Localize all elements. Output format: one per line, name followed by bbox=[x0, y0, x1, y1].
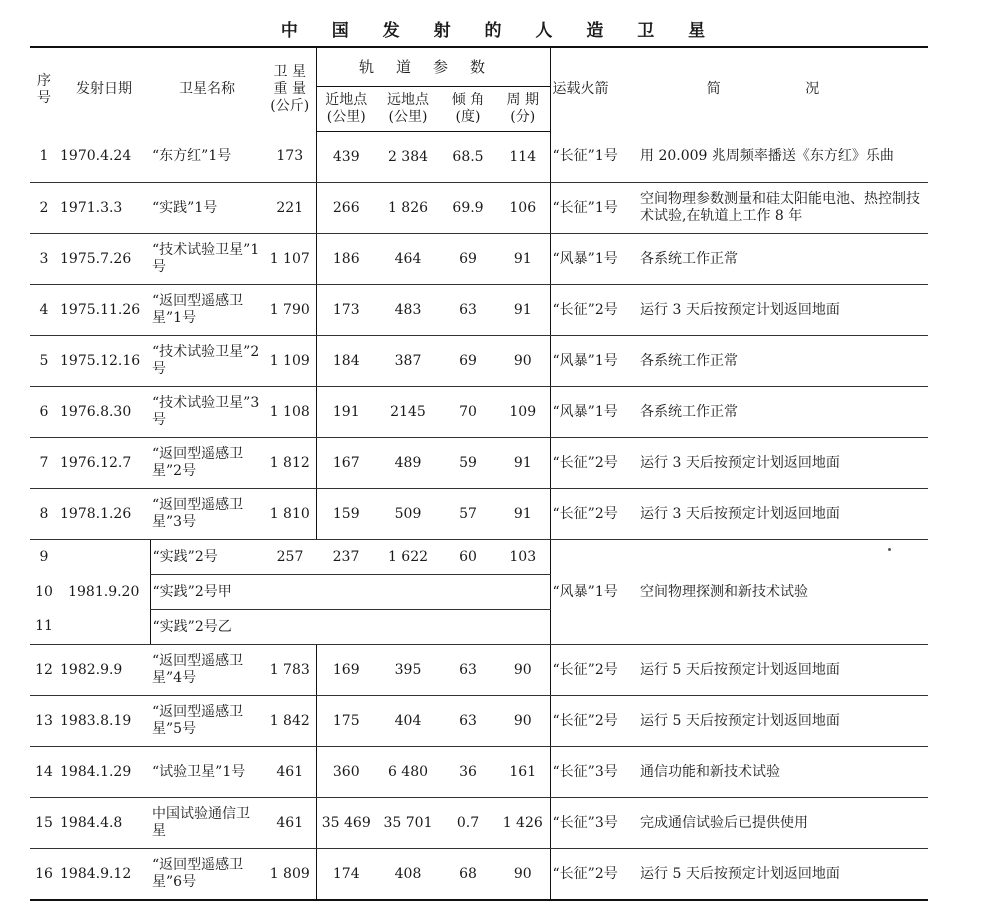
cell-period: 91 bbox=[496, 489, 550, 540]
header-apogee: 远地点 (公里) bbox=[376, 87, 440, 132]
cell-date: 1975.12.16 bbox=[58, 336, 150, 387]
cell-period: 109 bbox=[496, 387, 550, 438]
cell-rocket: “长征”3号 bbox=[550, 747, 638, 798]
cell-date: 1978.1.26 bbox=[58, 489, 150, 540]
cell-perigee: 35 469 bbox=[316, 798, 376, 849]
cell-apogee: 35 701 bbox=[376, 798, 440, 849]
cell-summary: 通信功能和新技术试验 bbox=[638, 747, 928, 798]
cell-rocket: “长征”1号 bbox=[550, 183, 638, 234]
cell-weight: 461 bbox=[264, 798, 316, 849]
cell-rocket: “长征”1号 bbox=[550, 132, 638, 183]
cell-weight: 1 783 bbox=[264, 645, 316, 696]
cell-date: 1981.9.20 bbox=[58, 540, 150, 645]
cell-period: 161 bbox=[496, 747, 550, 798]
cell-rocket: “长征”2号 bbox=[550, 285, 638, 336]
cell-seq: 7 bbox=[30, 438, 58, 489]
cell-name: “实践”2号 bbox=[150, 540, 264, 575]
cell-rocket: “长征”2号 bbox=[550, 645, 638, 696]
table-row bbox=[30, 132, 928, 183]
cell-perigee: 186 bbox=[316, 234, 376, 285]
cell-apogee: 2145 bbox=[376, 387, 440, 438]
header-row-1 bbox=[30, 47, 928, 87]
cell-date: 1971.3.3 bbox=[58, 183, 150, 234]
cell-rocket: “长征”2号 bbox=[550, 438, 638, 489]
cell-apogee: 2 384 bbox=[376, 132, 440, 183]
cell-summary: 运行 3 天后按预定计划返回地面 bbox=[638, 489, 928, 540]
cell-period: 114 bbox=[496, 132, 550, 183]
cell-name: “返回型遥感卫星”6号 bbox=[150, 849, 264, 901]
cell-perigee: 237 bbox=[316, 540, 376, 575]
table-row bbox=[30, 747, 928, 798]
cell-seq: 6 bbox=[30, 387, 58, 438]
cell-empty bbox=[440, 610, 496, 645]
cell-apogee: 404 bbox=[376, 696, 440, 747]
cell-period: 91 bbox=[496, 234, 550, 285]
table-row bbox=[30, 336, 928, 387]
cell-seq: 3 bbox=[30, 234, 58, 285]
cell-period: 90 bbox=[496, 696, 550, 747]
cell-apogee: 6 480 bbox=[376, 747, 440, 798]
cell-summary: 各系统工作正常 bbox=[638, 234, 928, 285]
cell-name: “技术试验卫星”2号 bbox=[150, 336, 264, 387]
cell-apogee: 395 bbox=[376, 645, 440, 696]
cell-seq: 14 bbox=[30, 747, 58, 798]
cell-name: “返回型遥感卫星”3号 bbox=[150, 489, 264, 540]
table-row bbox=[30, 285, 928, 336]
cell-inclination: 70 bbox=[440, 387, 496, 438]
cell-perigee: 439 bbox=[316, 132, 376, 183]
cell-perigee: 191 bbox=[316, 387, 376, 438]
cell-apogee: 489 bbox=[376, 438, 440, 489]
cell-seq: 12 bbox=[30, 645, 58, 696]
cell-name: “实践”2号乙 bbox=[150, 610, 264, 645]
cell-summary: 各系统工作正常 bbox=[638, 387, 928, 438]
cell-name: “技术试验卫星”1号 bbox=[150, 234, 264, 285]
cell-rocket: “风暴”1号 bbox=[550, 336, 638, 387]
cell-apogee: 483 bbox=[376, 285, 440, 336]
cell-summary: 运行 3 天后按预定计划返回地面 bbox=[638, 285, 928, 336]
cell-inclination: 63 bbox=[440, 285, 496, 336]
table-body bbox=[30, 132, 928, 901]
cell-date: 1975.7.26 bbox=[58, 234, 150, 285]
cell-seq: 1 bbox=[30, 132, 58, 183]
cell-weight: 1 842 bbox=[264, 696, 316, 747]
cell-empty bbox=[496, 610, 550, 645]
cell-inclination: 69 bbox=[440, 336, 496, 387]
table-row bbox=[30, 798, 928, 849]
cell-inclination: 69 bbox=[440, 234, 496, 285]
cell-seq: 13 bbox=[30, 696, 58, 747]
cell-name: “返回型遥感卫星”4号 bbox=[150, 645, 264, 696]
cell-seq: 15 bbox=[30, 798, 58, 849]
cell-perigee: 169 bbox=[316, 645, 376, 696]
cell-inclination: 69.9 bbox=[440, 183, 496, 234]
cell-rocket: “风暴”1号 bbox=[550, 540, 638, 645]
cell-perigee: 159 bbox=[316, 489, 376, 540]
cell-weight: 1 812 bbox=[264, 438, 316, 489]
cell-apogee: 464 bbox=[376, 234, 440, 285]
cell-date: 1984.4.8 bbox=[58, 798, 150, 849]
cell-weight: 1 810 bbox=[264, 489, 316, 540]
cell-weight: 1 107 bbox=[264, 234, 316, 285]
header-date: 发射日期 bbox=[76, 81, 132, 98]
cell-rocket: “风暴”1号 bbox=[550, 387, 638, 438]
cell-period: 90 bbox=[496, 849, 550, 901]
cell-seq: 10 bbox=[35, 583, 53, 600]
cell-apogee: 387 bbox=[376, 336, 440, 387]
cell-date: 1970.4.24 bbox=[58, 132, 150, 183]
cell-rocket: “长征”2号 bbox=[550, 489, 638, 540]
cell-weight: 461 bbox=[264, 747, 316, 798]
cell-perigee: 184 bbox=[316, 336, 376, 387]
cell-name: “返回型遥感卫星”1号 bbox=[150, 285, 264, 336]
cell-period: 103 bbox=[496, 540, 550, 575]
cell-inclination: 57 bbox=[440, 489, 496, 540]
cell-seq: 16 bbox=[30, 849, 58, 901]
cell-apogee: 1 826 bbox=[376, 183, 440, 234]
cell-empty bbox=[440, 575, 496, 610]
cell-date: 1976.12.7 bbox=[58, 438, 150, 489]
cell-seq: 5 bbox=[30, 336, 58, 387]
cell-inclination: 60 bbox=[440, 540, 496, 575]
cell-rocket: “长征”3号 bbox=[550, 798, 638, 849]
table-row bbox=[30, 387, 928, 438]
cell-perigee: 173 bbox=[316, 285, 376, 336]
cell-weight: 257 bbox=[264, 540, 316, 575]
table-row bbox=[30, 438, 928, 489]
cell-summary: 用 20.009 兆周频率播送《东方红》乐曲 bbox=[638, 132, 928, 183]
cell-empty bbox=[376, 610, 440, 645]
cell-date: 1983.8.19 bbox=[58, 696, 150, 747]
header-orbit: 轨道参数 bbox=[316, 47, 550, 87]
cell-empty bbox=[316, 610, 376, 645]
cell-name: “返回型遥感卫星”5号 bbox=[150, 696, 264, 747]
cell-rocket: “长征”2号 bbox=[550, 849, 638, 901]
cell-empty bbox=[264, 575, 316, 610]
cell-summary: 运行 5 天后按预定计划返回地面 bbox=[638, 696, 928, 747]
header-period: 周 期 (分) bbox=[496, 87, 550, 132]
cell-perigee: 175 bbox=[316, 696, 376, 747]
page-title: 中 国 发 射 的 人 造 卫 星 bbox=[280, 21, 720, 41]
cell-summary: 空间物理探测和新技术试验 bbox=[638, 540, 928, 645]
cell-apogee: 509 bbox=[376, 489, 440, 540]
cell-date: 1984.9.12 bbox=[58, 849, 150, 901]
cell-period: 1 426 bbox=[496, 798, 550, 849]
header-name: 卫星名称 bbox=[179, 81, 235, 98]
cell-empty bbox=[316, 575, 376, 610]
cell-inclination: 59 bbox=[440, 438, 496, 489]
cell-date: 1984.1.29 bbox=[58, 747, 150, 798]
cell-summary: 运行 5 天后按预定计划返回地面 bbox=[638, 849, 928, 901]
cell-rocket: “风暴”1号 bbox=[550, 234, 638, 285]
cell-perigee: 266 bbox=[316, 183, 376, 234]
cell-name: “技术试验卫星”3号 bbox=[150, 387, 264, 438]
cell-name: “返回型遥感卫星”2号 bbox=[150, 438, 264, 489]
cell-summary: 空间物理参数测量和硅太阳能电池、热控制技术试验,在轨道上工作 8 年 bbox=[638, 183, 928, 234]
cell-weight: 221 bbox=[264, 183, 316, 234]
cell-weight: 1 108 bbox=[264, 387, 316, 438]
cell-inclination: 63 bbox=[440, 645, 496, 696]
cell-summary: 运行 3 天后按预定计划返回地面 bbox=[638, 438, 928, 489]
table-row bbox=[30, 489, 928, 540]
cell-perigee: 167 bbox=[316, 438, 376, 489]
cell-name: 中国试验通信卫星 bbox=[150, 798, 264, 849]
table-row-group-9 bbox=[30, 540, 928, 575]
cell-seq: 8 bbox=[30, 489, 58, 540]
header-weight: 卫 星 重 量 (公斤) bbox=[264, 47, 316, 132]
cell-weight: 173 bbox=[264, 132, 316, 183]
table-row bbox=[30, 183, 928, 234]
cell-inclination: 63 bbox=[440, 696, 496, 747]
header-seq: 序号 bbox=[37, 72, 51, 106]
cell-name: “东方红”1号 bbox=[150, 132, 264, 183]
cell-seq: 9 bbox=[39, 548, 49, 565]
cell-summary: 完成通信试验后已提供使用 bbox=[638, 798, 928, 849]
cell-weight: 1 109 bbox=[264, 336, 316, 387]
cell-name: “实践”1号 bbox=[150, 183, 264, 234]
header-summary: 简 况 bbox=[706, 81, 860, 98]
cell-date: 1976.8.30 bbox=[58, 387, 150, 438]
cell-perigee: 360 bbox=[316, 747, 376, 798]
cell-date: 1975.11.26 bbox=[58, 285, 150, 336]
cell-period: 90 bbox=[496, 336, 550, 387]
cell-empty bbox=[496, 575, 550, 610]
cell-apogee: 1 622 bbox=[376, 540, 440, 575]
cell-perigee: 174 bbox=[316, 849, 376, 901]
header-rocket: 运载火箭 bbox=[552, 81, 609, 98]
cell-period: 90 bbox=[496, 645, 550, 696]
cell-inclination: 36 bbox=[440, 747, 496, 798]
cell-weight: 1 790 bbox=[264, 285, 316, 336]
table-row bbox=[30, 234, 928, 285]
cell-seq: 4 bbox=[30, 285, 58, 336]
cell-inclination: 68.5 bbox=[440, 132, 496, 183]
header-inclination: 倾 角 (度) bbox=[440, 87, 496, 132]
cell-period: 91 bbox=[496, 285, 550, 336]
cell-inclination: 68 bbox=[440, 849, 496, 901]
table-row bbox=[30, 696, 928, 747]
print-speck bbox=[888, 548, 891, 551]
cell-empty bbox=[376, 575, 440, 610]
cell-weight: 1 809 bbox=[264, 849, 316, 901]
cell-apogee: 408 bbox=[376, 849, 440, 901]
cell-inclination: 0.7 bbox=[440, 798, 496, 849]
cell-period: 106 bbox=[496, 183, 550, 234]
cell-period: 91 bbox=[496, 438, 550, 489]
cell-date: 1982.9.9 bbox=[58, 645, 150, 696]
cell-empty bbox=[264, 610, 316, 645]
cell-summary: 各系统工作正常 bbox=[638, 336, 928, 387]
cell-seq: 11 bbox=[30, 610, 58, 645]
cell-rocket: “长征”2号 bbox=[550, 696, 638, 747]
table-row bbox=[30, 645, 928, 696]
cell-seq: 2 bbox=[30, 183, 58, 234]
satellite-table bbox=[30, 46, 928, 901]
header-perigee: 近地点 (公里) bbox=[316, 87, 376, 132]
cell-name: “实践”2号甲 bbox=[150, 575, 264, 610]
table-row bbox=[30, 849, 928, 901]
cell-name: “试验卫星”1号 bbox=[150, 747, 264, 798]
cell-summary: 运行 5 天后按预定计划返回地面 bbox=[638, 645, 928, 696]
